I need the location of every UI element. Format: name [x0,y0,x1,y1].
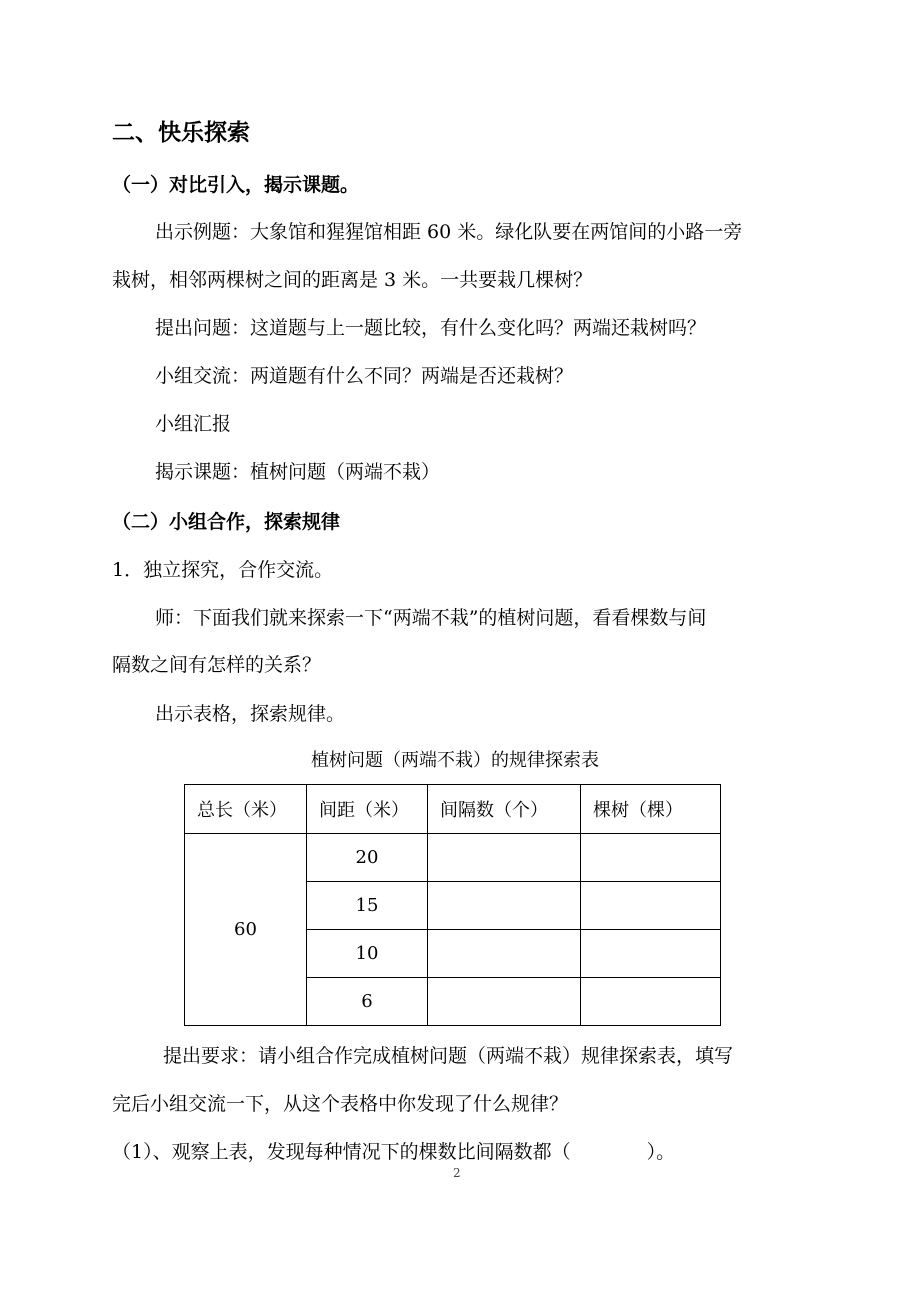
table-header-row [185,785,721,834]
example-line-1: 出示例题：大象馆和猩猩馆相距 60 米。绿化队要在两馆间的小路一旁 [155,221,743,243]
tree-count-cell[interactable] [581,834,721,882]
topic-line: 揭示课题：植树问题（两端不栽） [155,461,441,483]
spacing-cell: 15 [307,882,428,930]
requirement-line-1: 提出要求：请小组合作完成植树问题（两端不栽）规律探索表，填写 [163,1045,734,1067]
part1-heading: （一）对比引入，揭示课题。 [112,174,360,196]
discussion-line: 小组交流：两道题有什么不同？两端是否还栽树？ [155,365,574,387]
interval-count-cell[interactable] [428,930,581,978]
header-total-length: 总长（米） [185,785,307,834]
spacing-cell: 6 [307,978,428,1026]
question-line: 提出问题：这道题与上一题比较，有什么变化吗？两端还栽树吗？ [155,317,707,339]
example-line-2: 栽树，相邻两棵树之间的距离是 3 米。一共要栽几棵树？ [112,269,593,291]
header-tree-count: 棵树（棵） [581,785,721,834]
interval-count-cell[interactable] [428,834,581,882]
report-line: 小组汇报 [155,413,232,435]
spacing-cell: 20 [307,834,428,882]
table-row [185,834,721,882]
header-spacing: 间距（米） [307,785,428,834]
part2-heading: （二）小组合作，探索规律 [112,511,341,533]
step1-line: 1．独立探究，合作交流。 [112,559,334,581]
tree-count-cell[interactable] [581,930,721,978]
tree-count-cell[interactable] [581,882,721,930]
interval-count-cell[interactable] [428,882,581,930]
tree-count-cell[interactable] [581,978,721,1026]
requirement-line-2: 完后小组交流一下，从这个表格中你发现了什么规律？ [112,1093,569,1115]
header-interval-count: 间隔数（个） [428,785,581,834]
interval-count-cell[interactable] [428,978,581,1026]
observation-line: （1）、观察上表，发现每种情况下的棵数比间隔数都（ ）。 [112,1141,676,1163]
show-table-line: 出示表格，探索规律。 [155,703,346,725]
total-length-cell: 60 [185,834,307,1026]
rule-exploration-table [184,784,721,1026]
section-title: 二、快乐探索 [112,120,250,146]
teacher-line-2: 隔数之间有怎样的关系？ [112,654,322,676]
page-number: 2 [453,1166,461,1180]
spacing-cell: 10 [307,930,428,978]
teacher-line-1: 师：下面我们就来探索一下“两端不栽”的植树问题，看看棵数与间 [155,607,707,629]
table-caption: 植树问题（两端不栽）的规律探索表 [311,750,599,771]
